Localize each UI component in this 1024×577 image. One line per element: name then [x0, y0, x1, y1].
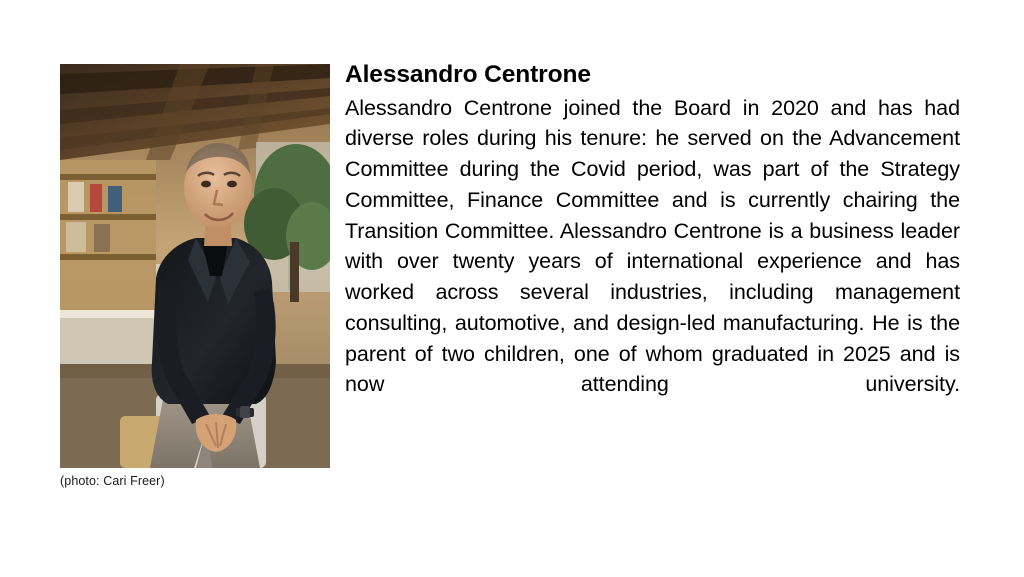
portrait-photo	[60, 64, 330, 468]
bio-text-block	[345, 60, 960, 431]
portrait-photo-illustration	[60, 64, 330, 468]
bio-name: Alessandro Centrone	[345, 61, 591, 88]
photo-block	[60, 64, 330, 489]
photo-credit: (photo: Cari Freer)	[60, 474, 165, 488]
bio-paragraph: Alessandro Centrone joined the Board in 2020 and has had diverse roles during his tenure: he served on the Advancement Committee during the Covid period, was part of the Strategy Committee, Finance Committee and is currently chairing the Transition Committee. Alessandro Centrone is a business leader with over twenty years of international experience and has worked across several industries, including management consulting, automotive, and design-led manufacturing. He is the parent of two children, one of whom graduated in 2025 and is now attending university.	[345, 95, 960, 397]
